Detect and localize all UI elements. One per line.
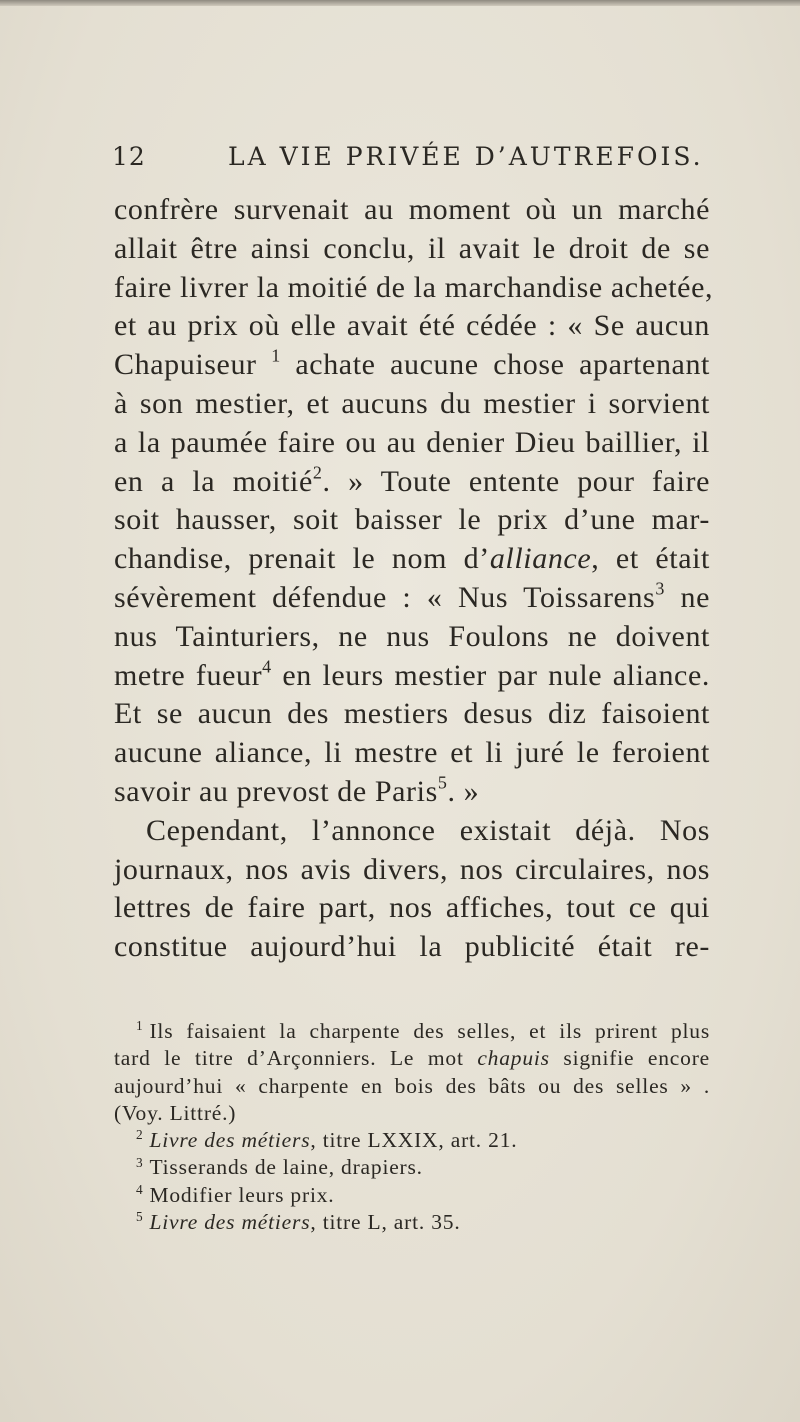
footnote-text: , titre LXXIX, art. 21. bbox=[310, 1128, 518, 1153]
text-segment: en leurs mestier par nule aliance. bbox=[271, 658, 710, 692]
footnote-text: Ils faisaient la charpente des selles, et ils prirent plus bbox=[149, 1019, 710, 1043]
text-segment: chandise, prenait le nom d’ bbox=[114, 542, 490, 576]
text-line bbox=[114, 579, 710, 618]
footnote-1-cont: (Voy. Littré.) bbox=[114, 1100, 237, 1125]
page-number: 12 bbox=[112, 142, 146, 171]
text-line: Et se aucun des mestiers desus diz faisoient bbox=[114, 697, 710, 731]
footnote-3 bbox=[114, 1154, 710, 1181]
running-head bbox=[112, 142, 712, 182]
italic-term: chapuis bbox=[477, 1046, 550, 1071]
text-line: et au prix où elle avait été cédée : « Se aucun bbox=[114, 309, 710, 343]
text-line bbox=[114, 346, 710, 385]
text-line: journaux, nos avis divers, nos circulaires, nos bbox=[114, 852, 710, 886]
text-line: confrère survenait au moment où un marché bbox=[114, 193, 710, 226]
footnote-ref: 3 bbox=[655, 578, 665, 599]
text-line bbox=[114, 463, 710, 502]
footnote-2 bbox=[114, 1127, 710, 1154]
footnote-text: Modifier leurs prix. bbox=[149, 1182, 335, 1207]
text-line: Cependant, l’annonce existait déjà. Nos bbox=[146, 813, 710, 847]
footnote-text: Tisserands de laine, drapiers. bbox=[149, 1155, 423, 1180]
text-line bbox=[114, 773, 710, 812]
text-line: soit hausser, soit baisser le prix d’une mar- bbox=[114, 503, 710, 537]
footnote-5 bbox=[114, 1209, 710, 1236]
footnote-mark: 2 bbox=[136, 1127, 144, 1143]
footnote-4 bbox=[114, 1182, 710, 1209]
footnote-mark: 5 bbox=[136, 1209, 144, 1225]
footnote-1 bbox=[114, 1018, 710, 1045]
footnotes bbox=[114, 1018, 710, 1236]
text-line: allait être ainsi conclu, il avait le droit de se bbox=[114, 231, 710, 265]
text-segment: Chapuiseur bbox=[114, 348, 272, 382]
text-line: a la paumée faire ou au denier Dieu baillier, il bbox=[114, 425, 710, 459]
footnote-mark: 1 bbox=[136, 1018, 144, 1034]
text-line: nus Tainturiers, ne nus Foulons ne doivent bbox=[114, 619, 710, 653]
footnote-ref: 1 bbox=[271, 345, 281, 366]
footnote-text: , titre L, art. 35. bbox=[310, 1210, 461, 1235]
footnote-ref: 5 bbox=[437, 772, 448, 793]
text-segment: sévèrement défendue : « Nus Toissarens bbox=[114, 580, 656, 614]
footnote-mark: 4 bbox=[136, 1181, 144, 1197]
body-text bbox=[114, 191, 714, 967]
footnote-text: tard le titre d’Arçonniers. Le mot bbox=[114, 1046, 478, 1071]
text-line: constitue aujourd’hui la publicité était re- bbox=[114, 930, 710, 964]
page-top-edge bbox=[0, 0, 800, 6]
text-segment: ne bbox=[664, 580, 710, 614]
footnote-text: signifie encore bbox=[549, 1046, 710, 1071]
book-title: Livre des métiers bbox=[149, 1128, 311, 1153]
text-segment: savoir au prevost de Paris bbox=[114, 774, 438, 808]
text-segment: . » bbox=[447, 774, 480, 808]
text-segment: , et était bbox=[591, 542, 710, 576]
text-line: à son mestier, et aucuns du mestier i sorvient bbox=[114, 386, 710, 420]
footnote-ref: 2 bbox=[312, 461, 323, 482]
running-title: LA VIE PRIVÉE D’AUTREFOIS. bbox=[228, 142, 704, 171]
footnote-1-cont bbox=[114, 1045, 710, 1072]
text-segment: . » Toute entente pour faire bbox=[322, 464, 710, 498]
footnote-ref: 4 bbox=[262, 655, 272, 676]
text-line bbox=[114, 540, 710, 579]
text-line bbox=[114, 657, 710, 696]
book-title: Livre des métiers bbox=[149, 1210, 311, 1235]
footnote-mark: 3 bbox=[136, 1154, 144, 1170]
text-line: faire livrer la moitié de la marchandise achetée, bbox=[114, 270, 714, 304]
italic-term: alliance bbox=[489, 542, 592, 576]
text-segment: en a la moitié bbox=[114, 464, 313, 498]
text-line: lettres de faire part, nos affiches, tout ce qui bbox=[114, 891, 710, 925]
text-segment: achate aucune chose apartenant bbox=[280, 348, 710, 382]
text-segment: metre fueur bbox=[114, 658, 263, 692]
footnote-1-cont: aujourd’hui « charpente en bois des bâts ou des selles » . bbox=[114, 1073, 710, 1098]
text-line: aucune aliance, li mestre et li juré le feroient bbox=[114, 736, 710, 770]
